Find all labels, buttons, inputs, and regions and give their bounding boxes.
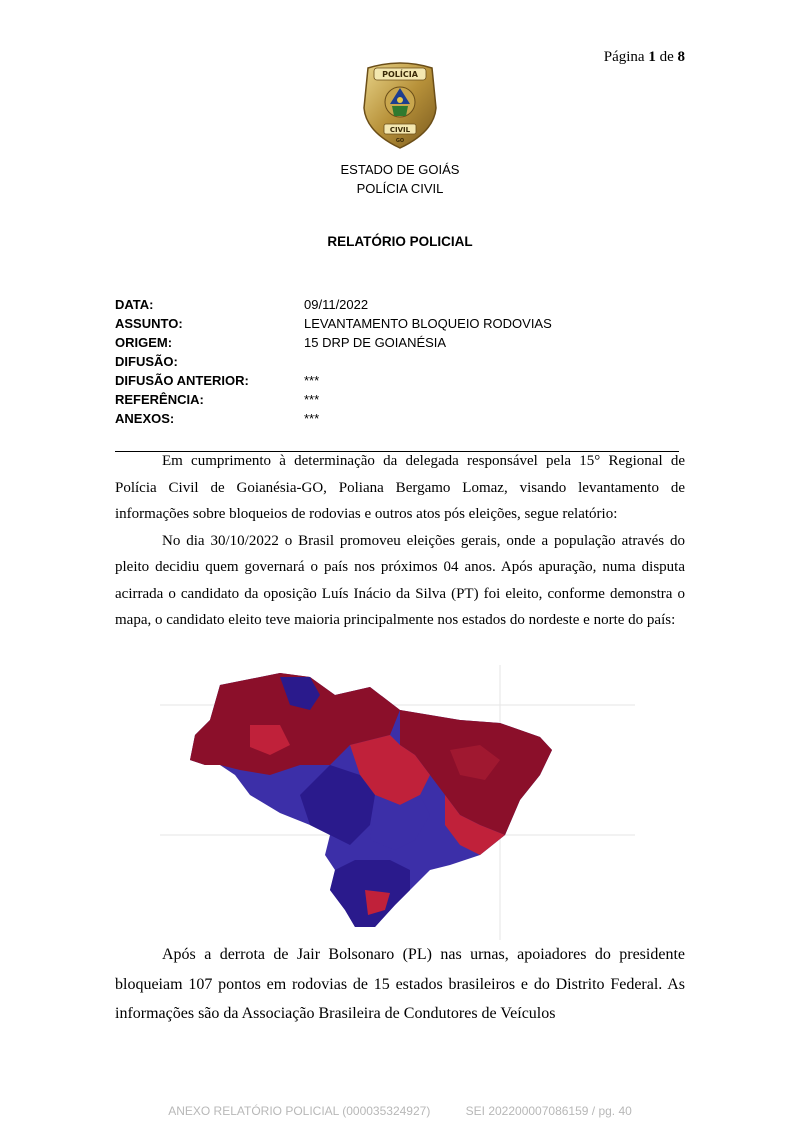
paragraph-intro: Em cumprimento à determinação da delegada responsável pela 15° Regional de Polícia Civil de Goianésia-GO, Poliana Bergamo Lomaz, visando levantamento de informações sobre bloqueios de rodovias e outros atos pós eleições, segue relatório: xyxy=(115,453,685,522)
footer-annex: ANEXO RELATÓRIO POLICIAL (000035324927) xyxy=(168,1104,431,1118)
svg-text:POLÍCIA: POLÍCIA xyxy=(382,70,418,79)
page-number: Página 1 de 8 xyxy=(603,49,685,65)
paragraph-blockades: Após a derrota de Jair Bolsonaro (PL) nas urnas, apoiadores do presidente bloqueiam 107 pontos em rodovias de 15 estados brasileiros e do Distrito Federal. As informações são da Associação Brasileira de Condutores de Veículos xyxy=(115,946,685,1022)
svg-text:CIVIL: CIVIL xyxy=(389,126,411,134)
metadata-row: ASSUNTO: LEVANTAMENTO BLOQUEIO RODOVIAS xyxy=(115,316,552,331)
svg-text:GO: GO xyxy=(395,138,405,144)
metadata-block xyxy=(115,295,685,428)
police-badge-logo xyxy=(360,60,440,150)
metadata-row: ANEXOS: *** xyxy=(115,411,320,426)
header-agency: POLÍCIA CIVIL xyxy=(356,181,444,196)
paragraph-elections: No dia 30/10/2022 o Brasil promoveu eleições gerais, onde a população através do pleito decidiu quem governará o país nos próximos 04 anos. Após apuração, numa disputa acirrada o candidato da oposição Luís Inácio da Silva (PT) foi eleito, conforme demonstra o mapa, o candidato eleito teve maioria principalmente nos estados do nordeste e norte do país: xyxy=(115,532,685,628)
report-title: RELATÓRIO POLICIAL xyxy=(327,234,473,249)
metadata-row: DATA: 09/11/2022 xyxy=(115,297,369,312)
footer-sei: SEI 202200007086159 / pg. 40 xyxy=(465,1104,632,1118)
election-map-figure xyxy=(160,665,635,940)
metadata-row: ORIGEM: 15 DRP DE GOIANÉSIA xyxy=(115,335,447,350)
metadata-row: DIFUSÃO: xyxy=(115,354,178,369)
metadata-row: DIFUSÃO ANTERIOR: *** xyxy=(115,373,320,388)
metadata-row: REFERÊNCIA: *** xyxy=(115,392,320,407)
header-state: ESTADO DE GOIÁS xyxy=(340,162,460,177)
footer xyxy=(0,1104,800,1118)
body-paragraphs xyxy=(115,448,685,634)
